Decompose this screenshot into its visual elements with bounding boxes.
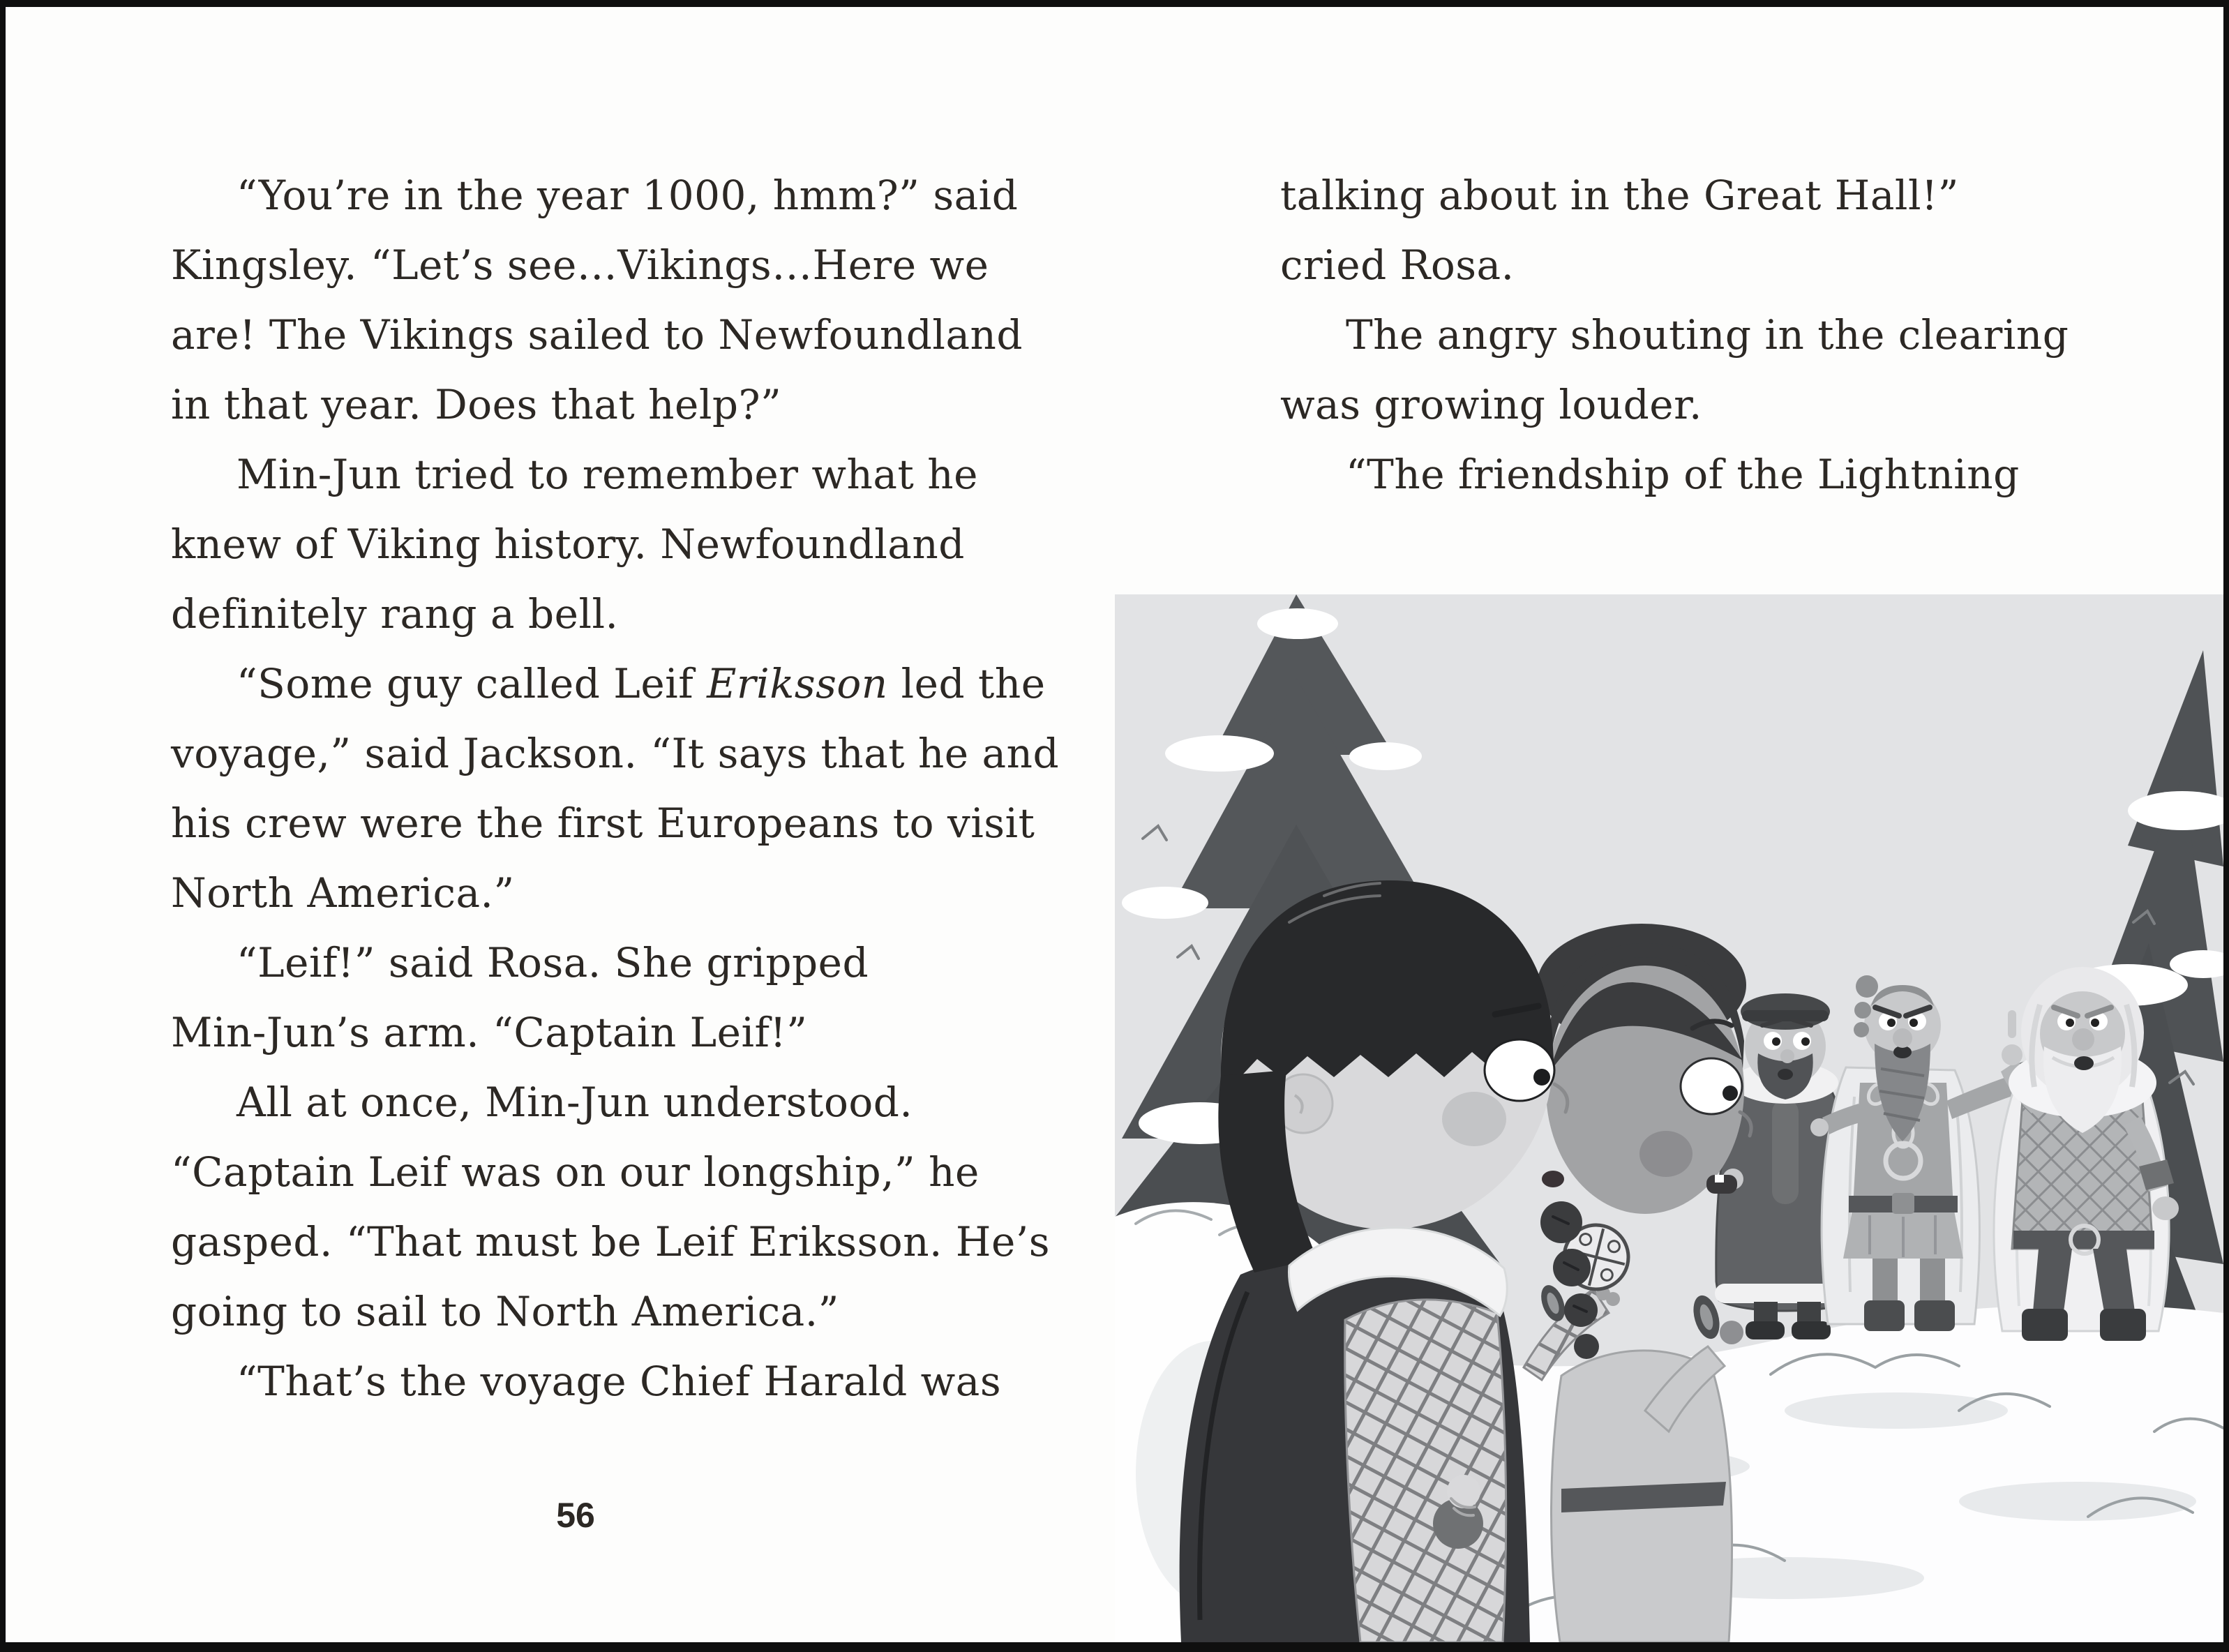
text-line: Min-Jun tried to remember what he bbox=[237, 451, 978, 498]
illustration-svg bbox=[1115, 594, 2223, 1642]
page-number: 56 bbox=[556, 1496, 595, 1535]
text-line: definitely rang a bell. bbox=[171, 590, 619, 638]
text-line: voyage,” said Jackson. “It says that he and bbox=[171, 730, 1060, 777]
text-line bbox=[171, 649, 1059, 719]
text-line: “That’s the voyage Chief Harald was bbox=[237, 1358, 1002, 1405]
left-page-text bbox=[171, 160, 1059, 1416]
story-illustration bbox=[1115, 594, 2223, 1642]
text-line: Kingsley. “Let’s see…Vikings…Here we bbox=[171, 241, 989, 289]
text-line: talking about in the Great Hall!” bbox=[1280, 172, 1959, 219]
text-line: cried Rosa. bbox=[1280, 241, 1515, 289]
text-line: The angry shouting in the clearing bbox=[1346, 311, 2069, 359]
text-segment: led the bbox=[887, 660, 1046, 707]
text-line: All at once, Min-Jun understood. bbox=[237, 1079, 913, 1126]
text-line: “You’re in the year 1000, hmm?” said bbox=[237, 172, 1019, 219]
text-line: Min-Jun’s arm. “Captain Leif!” bbox=[171, 1009, 808, 1056]
text-line: gasped. “That must be Leif Eriksson. He’s bbox=[171, 1218, 1051, 1266]
text-line: was growing louder. bbox=[1280, 381, 1702, 428]
text-line: “The friendship of the Lightning bbox=[1346, 451, 2020, 498]
book-spread bbox=[6, 7, 2223, 1642]
text-line: “Captain Leif was on our longship,” he bbox=[171, 1148, 980, 1196]
text-line: are! The Vikings sailed to Newfoundland bbox=[171, 311, 1023, 359]
italic-name: Eriksson bbox=[707, 660, 888, 707]
text-line: going to sail to North America.” bbox=[171, 1288, 839, 1335]
text-line: in that year. Does that help?” bbox=[171, 381, 782, 428]
text-line: “Leif!” said Rosa. She gripped bbox=[237, 939, 869, 986]
text-segment: “Some guy called Leif bbox=[237, 660, 707, 707]
text-line: his crew were the first Europeans to visit bbox=[171, 799, 1035, 847]
text-line: knew of Viking history. Newfoundland bbox=[171, 520, 965, 568]
right-page-text bbox=[1280, 160, 2069, 509]
text-line: North America.” bbox=[171, 869, 515, 917]
